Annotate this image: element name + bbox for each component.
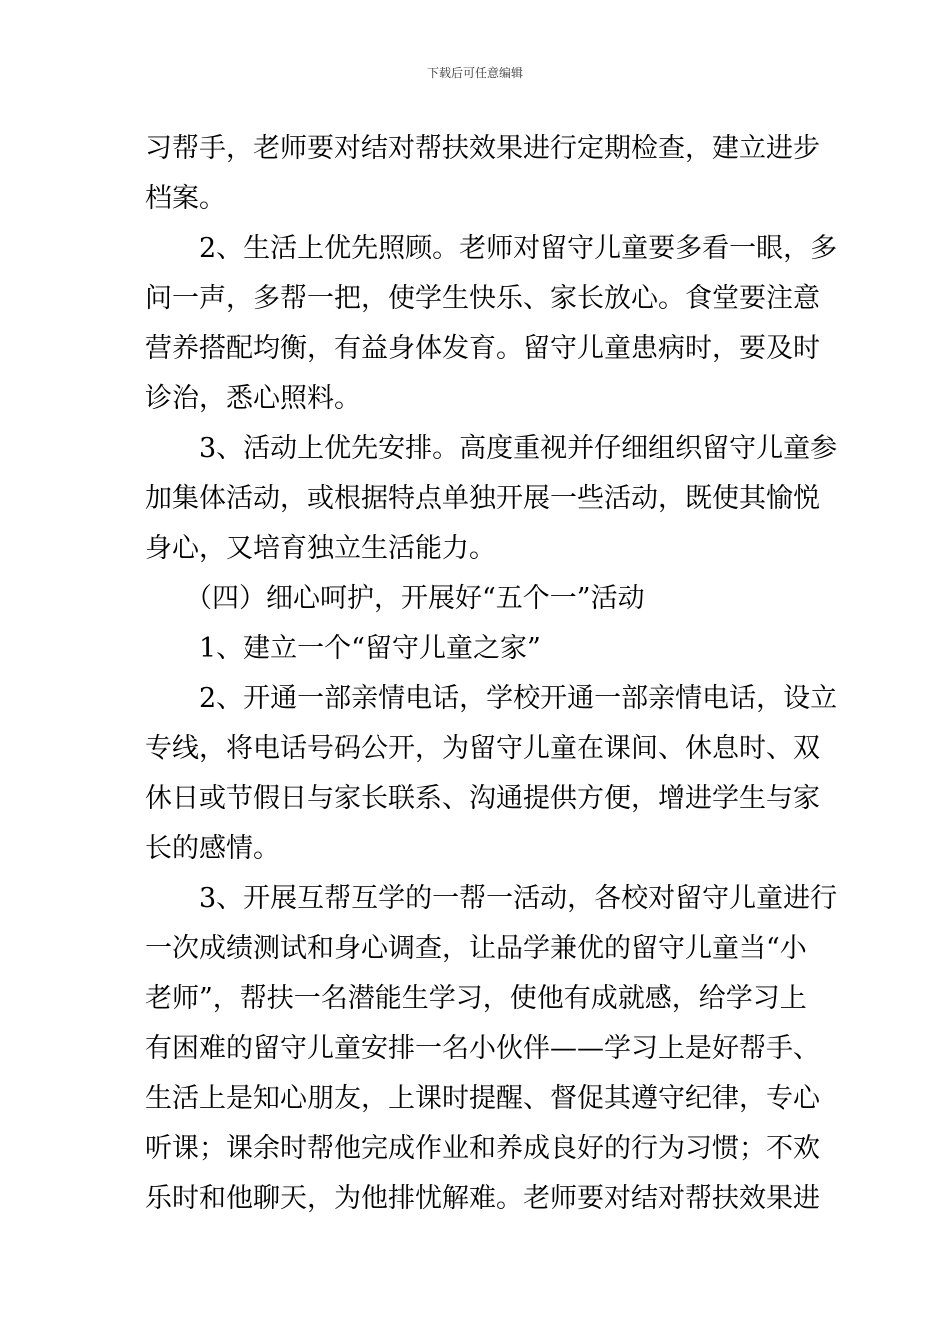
text-line: 乐时和他聊天，为他排忧解难。老师要对结对帮扶效果进 [145,1183,820,1214]
text-line: 2、开通一部亲情电话，学校开通一部亲情电话，设立 [199,683,838,714]
text-line: 2、生活上优先照顾。老师对留守儿童要多看一眼，多 [199,233,838,264]
text-line: 长的感情。 [145,833,280,864]
section-heading: （四）细心呵护，开展好“五个一”活动 [185,583,645,614]
text-line: 问一声，多帮一把，使学生快乐、家长放心。食堂要注意 [145,283,820,314]
text-line: 档案。 [145,183,226,214]
text-line: 加集体活动，或根据特点单独开展一些活动，既使其愉悦 [145,483,820,514]
text-line: 生活上是知心朋友，上课时提醒、督促其遵守纪律，专心 [145,1083,820,1114]
text-line: 一次成绩测试和身心调查，让品学兼优的留守儿童当“小 [145,933,807,964]
text-line: 诊治，悉心照料。 [145,383,361,414]
text-line: 有困难的留守儿童安排一名小伙伴——学习上是好帮手、 [145,1033,820,1064]
text-line: 听课；课余时帮他完成作业和养成良好的行为习惯；不欢 [145,1133,820,1164]
text-line: 3、开展互帮互学的一帮一活动，各校对留守儿童进行 [199,883,838,914]
text-line: 3、活动上优先安排。高度重视并仔细组织留守儿童参 [199,433,838,464]
text-line: 营养搭配均衡，有益身体发育。留守儿童患病时，要及时 [145,333,820,364]
list-item: 1、建立一个“留守儿童之家” [199,633,541,664]
text-line: 专线，将电话号码公开，为留守儿童在课间、休息时、双 [145,733,820,764]
page-header-note: 下载后可任意编辑 [426,66,523,80]
document-body [145,124,838,1224]
text-line: 休日或节假日与家长联系、沟通提供方便，增进学生与家 [145,783,820,814]
text-line: 老师”，帮扶一名潜能生学习，使他有成就感，给学习上 [145,983,807,1014]
text-line: 身心，又培育独立生活能力。 [145,533,496,564]
text-line: 习帮手，老师要对结对帮扶效果进行定期检查，建立进步 [145,133,820,164]
